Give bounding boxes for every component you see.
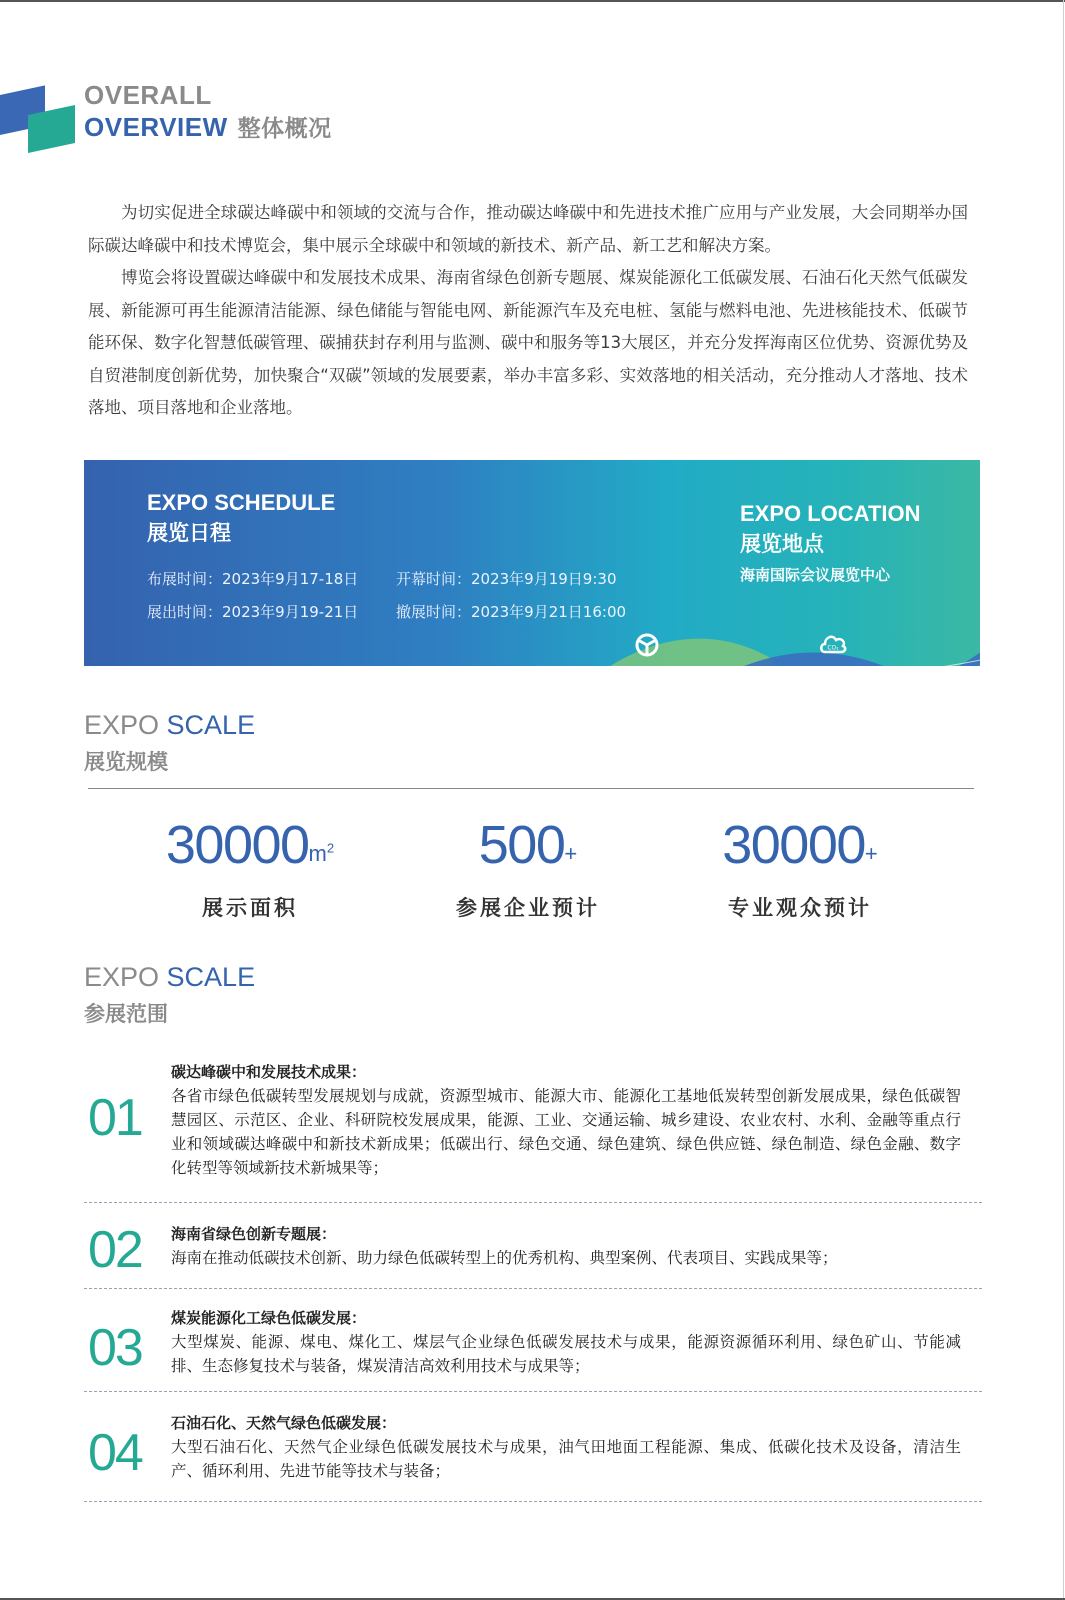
- dashed-divider: [84, 1391, 982, 1392]
- divider-line: [88, 788, 974, 789]
- stat-label: 参展企业预计: [456, 896, 600, 920]
- scope-body: 海南在推动低碳技术创新、助力绿色低碳转型上的优秀机构、典型案例、代表项目、实践成果等；: [171, 1249, 838, 1267]
- scope-heading: 煤炭能源化工绿色低碳发展：: [171, 1309, 367, 1327]
- stat-value: 30000+: [722, 815, 878, 875]
- intro-text: [88, 197, 968, 425]
- stat-value: 500+: [478, 815, 578, 875]
- page-border-top: [0, 0, 1065, 2]
- stat-value: $30000m^2$: [165, 815, 335, 875]
- scope-text: [171, 1411, 961, 1483]
- scale-section-title: [84, 710, 255, 741]
- scope-number: 01: [88, 1089, 142, 1147]
- dashed-divider: [84, 1202, 982, 1203]
- scope-body: 大型石油石化、天然气企业绿色低碳发展技术与成果，油气田地面工程能源、集成、低碳化技术及设备，清洁生产、循环利用、先进节能等技术与装备；: [171, 1438, 961, 1480]
- intro-paragraph: 博览会将设置碳达峰碳中和发展技术成果、海南省绿色创新专题展、煤炭能源化工低碳发展、石油石化天然气低碳发展、新能源可再生能源清洁能源、绿色储能与智能电网、新能源汽车及充电桩、氢能与燃料电池、先进核能技术、低碳节能环保、数字化智慧低碳管理、碳捕获封存利用与监测、碳中和服务等13大展区，并充分发挥海南区位优势、资源优势及自贸港制度创新优势，加快聚合“双碳”领域的发展要素，举办丰富多彩、实效落地的相关活动，充分推动人才落地、技术落地、项目落地和企业落地。: [88, 268, 968, 417]
- scope-title-gray: EXPO: [84, 962, 167, 992]
- scale-title-blue: SCALE: [166, 710, 256, 740]
- scale-title-gray: EXPO: [84, 710, 167, 740]
- scope-heading: 海南省绿色创新专题展：: [171, 1225, 337, 1243]
- schedule-title: EXPO SCHEDULE: [147, 490, 336, 515]
- location-subtitle: 展览地点: [740, 532, 824, 556]
- scale-section-subtitle: 展览规模: [84, 750, 168, 774]
- co2-cloud-icon: [819, 632, 847, 654]
- svg-text:CO₂: CO₂: [827, 644, 839, 652]
- scope-number: 02: [88, 1221, 142, 1279]
- header-title-overview: OVERVIEW: [84, 112, 228, 142]
- header-title-cn: 整体概况: [237, 116, 332, 142]
- wave-decoration: [604, 630, 980, 666]
- scope-heading: 石油石化、天然气绿色低碳发展：: [171, 1414, 397, 1432]
- stat-area: [150, 815, 350, 922]
- dashed-divider: [84, 1288, 982, 1289]
- stat-visitors: [700, 815, 900, 922]
- dashed-divider: [84, 1501, 982, 1502]
- scope-number: 03: [88, 1319, 142, 1377]
- scope-text: [171, 1060, 961, 1180]
- scope-body: 大型煤炭、能源、煤电、煤化工、煤层气企业绿色低碳发展技术与成果，能源资源循环利用、绿色矿山、节能减排、生态修复技术与装备，煤炭清洁高效利用技术与成果等；: [171, 1333, 961, 1375]
- scope-text: [171, 1306, 961, 1378]
- scope-title-blue: SCALE: [166, 962, 256, 992]
- location-venue: 海南国际会议展览中心: [740, 566, 891, 584]
- schedule-setup-time: 布展时间：2023年9月17-18日: [147, 570, 359, 588]
- schedule-subtitle: 展览日程: [147, 521, 231, 545]
- scope-section-subtitle: 参展范围: [84, 1002, 168, 1026]
- intro-paragraph: 为切实促进全球碳达峰碳中和领域的交流与合作，推动碳达峰碳中和先进技术推广应用与产业发展，大会同期举办国际碳达峰碳中和技术博览会，集中展示全球碳中和领域的新技术、新产品、新工艺和解决方案。: [88, 203, 968, 255]
- scope-section-title: [84, 962, 255, 993]
- location-title: EXPO LOCATION: [740, 501, 921, 526]
- stat-exhibitors: [428, 815, 628, 922]
- schedule-exhibit-time: 展出时间：2023年9月19-21日: [147, 603, 359, 621]
- scope-heading: 碳达峰碳中和发展技术成果：: [171, 1063, 367, 1081]
- schedule-teardown-time: 撤展时间：2023年9月21日16:00: [396, 603, 627, 621]
- stat-label: 专业观众预计: [728, 896, 872, 920]
- recycle-icon: [634, 632, 660, 658]
- scope-text: [171, 1222, 961, 1270]
- schedule-location-banner: [84, 460, 980, 666]
- scope-number: 04: [88, 1424, 142, 1482]
- stat-label: 展示面积: [202, 896, 298, 920]
- header-title-line1: OVERALL: [84, 80, 212, 110]
- scope-body: 各省市绿色低碳转型发展规划与成就，资源型城市、能源大市、能源化工基地低炭转型创新发展成果，绿色低碳智慧园区、示范区、企业、科研院校发展成果，能源、工业、交通运输、城乡建设、农业农村、水利、金融等重点行业和领域碳达峰碳中和新技术新成果；低碳出行、绿色交通、绿色建筑、绿色供应链、绿色制造、绿色金融、数字化转型等领域新技术新城果等；: [171, 1087, 961, 1177]
- page-border-right: [1063, 0, 1064, 1600]
- schedule-opening-time: 开幕时间：2023年9月19日9:30: [396, 570, 617, 588]
- header-title-line2: [84, 110, 332, 143]
